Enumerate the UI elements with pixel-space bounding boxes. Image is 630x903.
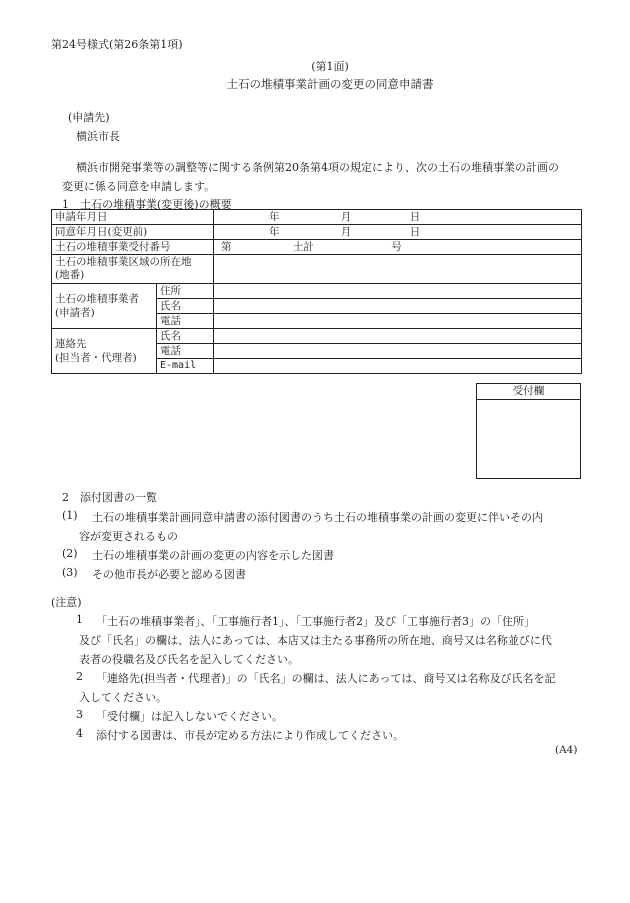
email-label: E-mail <box>157 359 214 374</box>
year-unit: 年 <box>269 226 280 238</box>
form-number: 第24号様式(第26条第1項) <box>51 38 183 51</box>
operator-phone-label: 電話 <box>157 314 214 329</box>
addressee-label: (申請先) <box>68 111 110 124</box>
operator-phone-field[interactable] <box>214 314 582 329</box>
note-2-num: 2 <box>76 670 83 683</box>
consent-date-label: 同意年月日(変更前) <box>52 225 214 240</box>
day-unit: 日 <box>409 226 421 238</box>
table-row <box>52 284 582 299</box>
note-1-line3: 表者の役職名及び氏名を記入してください。 <box>79 653 299 666</box>
application-date-field[interactable] <box>214 210 582 225</box>
attachment-1-line1: 土石の堆積事業計画同意申請書の添付図書のうち土石の堆積事業の計画の変更に伴いその内 <box>92 511 543 524</box>
note-3-line1: 「受付欄」は記入しないでください。 <box>96 710 283 723</box>
number-prefix: 第 <box>221 241 232 253</box>
contact-phone-label: 電話 <box>157 344 214 359</box>
number-suffix: 号 <box>391 241 402 253</box>
operator-address-label: 住所 <box>157 284 214 299</box>
attachment-2-num: (2) <box>62 547 78 560</box>
section1-title: 1 土石の堆積事業(変更後)の概要 <box>62 198 232 211</box>
contact-name-field[interactable] <box>214 329 582 344</box>
note-1-line1: 「土石の堆積事業者」、「工事施行者1」、「工事施行者2」及び「工事施行者3」の「住所」 <box>96 615 535 628</box>
table-row <box>52 329 582 344</box>
contact-name-label: 氏名 <box>157 329 214 344</box>
table-row <box>52 225 582 240</box>
operator-label-line1: 土石の堆積事業者 <box>55 293 139 305</box>
attachment-3-num: (3) <box>62 566 78 579</box>
contact-label <box>52 329 157 374</box>
operator-label <box>52 284 157 329</box>
location-label-line2: (地番) <box>55 269 85 281</box>
addressee: 横浜市長 <box>76 130 120 143</box>
note-1-num: 1 <box>76 613 83 626</box>
attachment-1-line2: 容が変更されるもの <box>79 530 178 543</box>
page-label: (第1面) <box>311 60 349 73</box>
month-unit: 月 <box>340 211 352 223</box>
table-row <box>52 255 582 284</box>
reception-label: 受付欄 <box>477 384 580 400</box>
location-field[interactable] <box>214 255 582 284</box>
location-label-line1: 土石の堆積事業区域の所在地 <box>55 256 192 268</box>
month-unit: 月 <box>340 226 352 238</box>
operator-address-field[interactable] <box>214 284 582 299</box>
section2-title: 2 添付図書の一覧 <box>62 491 157 504</box>
paper-size: (A4) <box>555 744 578 756</box>
consent-date-field[interactable] <box>214 225 582 240</box>
location-label <box>52 255 214 284</box>
note-3-num: 3 <box>76 708 83 721</box>
application-date-label: 申請年月日 <box>52 210 214 225</box>
note-2-line2: 入してください。 <box>79 691 167 704</box>
year-unit: 年 <box>269 211 280 223</box>
contact-label-line2: (担当者・代理者) <box>55 352 137 364</box>
note-4-num: 4 <box>76 727 83 740</box>
intro-line-1: 横浜市開発事業等の調整等に関する条例第20条第4項の規定により、次の土石の堆積事業の計画の <box>76 161 559 174</box>
contact-label-line1: 連絡先 <box>55 338 87 350</box>
document-title: 土石の堆積事業計画の変更の同意申請書 <box>226 77 434 91</box>
table-row <box>52 240 582 255</box>
operator-name-label: 氏名 <box>157 299 214 314</box>
overview-table <box>51 209 582 374</box>
note-4-line1: 添付する図書は、市長が定める方法により作成してください。 <box>96 729 404 742</box>
note-1-line2: 及び「氏名」の欄は、法人にあっては、本店又は主たる事務所の所在地、商号又は名称並びに代 <box>79 634 552 647</box>
attachment-3-line1: その他市長が必要と認める図書 <box>92 568 246 581</box>
acceptance-number-field[interactable] <box>214 240 582 255</box>
email-field[interactable] <box>214 359 582 374</box>
acceptance-number-label: 土石の堆積事業受付番号 <box>52 240 214 255</box>
number-middle: 土計 <box>292 241 314 253</box>
operator-name-field[interactable] <box>214 299 582 314</box>
contact-phone-field[interactable] <box>214 344 582 359</box>
table-row <box>52 210 582 225</box>
operator-label-line2: (申請者) <box>55 307 95 319</box>
day-unit: 日 <box>409 211 421 223</box>
attachment-1-num: (1) <box>62 509 78 522</box>
notes-title: (注意) <box>51 596 82 609</box>
note-2-line1: 「連絡先(担当者・代理者)」の「氏名」の欄は、法人にあっては、商号又は名称及び氏名を記 <box>96 672 556 685</box>
attachment-2-line1: 土石の堆積事業の計画の変更の内容を示した図書 <box>92 549 334 562</box>
reception-box <box>476 383 581 479</box>
intro-line-2: 変更に係る同意を申請します。 <box>62 180 216 193</box>
